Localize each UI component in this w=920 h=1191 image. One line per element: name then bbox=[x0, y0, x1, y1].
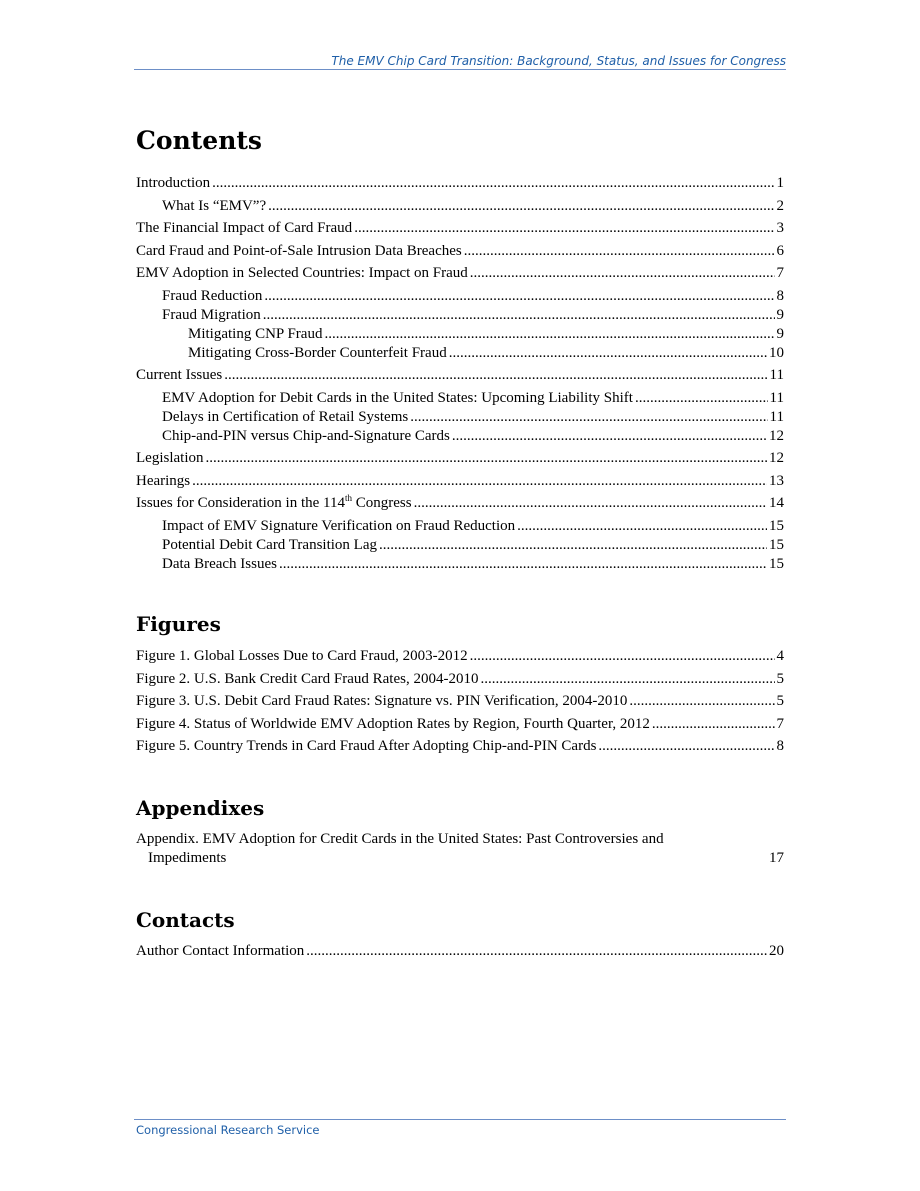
toc-entry[interactable] bbox=[136, 197, 784, 216]
toc-entry[interactable] bbox=[136, 174, 784, 193]
toc-entry[interactable] bbox=[136, 264, 784, 283]
footer-publisher: Congressional Research Service bbox=[136, 1123, 320, 1137]
toc-entry[interactable] bbox=[136, 287, 784, 306]
toc-entry-label bbox=[162, 427, 450, 446]
leader-dots bbox=[324, 325, 774, 344]
toc-entry-label-text: Legislation bbox=[136, 450, 204, 466]
leader-dots bbox=[212, 174, 774, 193]
toc-entry-label-text: Figure 5. Country Trends in Card Fraud After Adopting Chip-and-PIN Cards bbox=[136, 738, 597, 754]
figures-heading: Figures bbox=[136, 612, 221, 636]
toc-entry-page: 20 bbox=[769, 943, 784, 959]
toc-entry-label bbox=[136, 264, 468, 283]
leader-dots bbox=[517, 517, 767, 536]
toc-entry[interactable] bbox=[136, 219, 784, 238]
toc-entry-label bbox=[136, 219, 352, 238]
toc-entry-label-text: Potential Debit Card Transition Lag bbox=[162, 536, 377, 553]
toc-entry-label bbox=[136, 174, 210, 193]
toc-entry-label-text: Fraud Reduction bbox=[162, 287, 263, 304]
toc-entry-page: 7 bbox=[776, 265, 784, 281]
toc-entry-label-text: EMV Adoption in Selected Countries: Impact on Fraud bbox=[136, 265, 468, 281]
contacts-heading: Contacts bbox=[136, 908, 235, 932]
toc-entry[interactable] bbox=[136, 737, 784, 756]
toc-entry-superscript: th bbox=[345, 493, 353, 503]
toc-entry-page: 5 bbox=[776, 693, 784, 709]
toc-entry-label-text: Current Issues bbox=[136, 367, 223, 383]
toc-entry-page: 3 bbox=[776, 220, 784, 236]
toc-entry-page: 11 bbox=[769, 389, 784, 406]
toc-entry-page: 12 bbox=[769, 450, 784, 466]
leader-dots bbox=[414, 494, 767, 513]
toc-entry-label bbox=[162, 287, 262, 306]
leader-dots bbox=[410, 408, 767, 427]
leader-dots bbox=[449, 344, 767, 363]
toc-entry-label bbox=[136, 449, 204, 468]
leader-dots bbox=[263, 306, 775, 325]
toc-entry[interactable] bbox=[136, 517, 784, 536]
leader-dots bbox=[464, 242, 775, 261]
toc-entry-page: 12 bbox=[769, 427, 784, 444]
header-rule bbox=[134, 69, 786, 70]
leader-dots bbox=[635, 389, 768, 408]
toc-entry-label-text: Figure 2. U.S. Bank Credit Card Fraud Rates, 2004-2010 bbox=[136, 670, 479, 687]
toc-entry-label bbox=[136, 494, 412, 513]
toc-entry-label-text: Data Breach Issues bbox=[162, 555, 277, 572]
leader-dots bbox=[480, 670, 774, 689]
toc-entry-page: 9 bbox=[776, 306, 784, 323]
toc-entry-label-text: Mitigating CNP Fraud bbox=[188, 325, 323, 342]
toc-entry-label-text: Figure 1. Global Losses Due to Card Fraud, 2003-2012 bbox=[136, 648, 468, 664]
figures-list bbox=[136, 647, 784, 756]
leader-dots bbox=[264, 287, 774, 306]
toc-entry-page: 15 bbox=[769, 536, 784, 553]
appendix-entry-line1: Appendix. EMV Adoption for Credit Cards in the United States: Past Controversies and bbox=[136, 831, 664, 847]
appendix-entry-line2 bbox=[136, 849, 784, 868]
contents-heading: Contents bbox=[136, 126, 263, 155]
toc-entry-page: 5 bbox=[776, 670, 784, 687]
toc-entry-label-text: Delays in Certification of Retail Systems bbox=[162, 408, 409, 425]
appendixes-heading: Appendixes bbox=[136, 796, 265, 820]
leader-dots bbox=[306, 942, 767, 961]
leader-dots bbox=[652, 715, 775, 734]
leader-dots bbox=[279, 555, 767, 574]
toc-entry-page: 10 bbox=[769, 344, 784, 361]
toc-entry[interactable] bbox=[136, 555, 784, 574]
toc-entry-label bbox=[162, 555, 277, 574]
toc-entry[interactable] bbox=[136, 325, 784, 344]
toc-entry-page: 11 bbox=[769, 408, 784, 425]
toc-entry-label-text: Issues for Consideration in the 114 bbox=[136, 495, 345, 511]
leader-dots bbox=[598, 737, 774, 756]
toc-entry-label bbox=[136, 670, 478, 689]
toc-entry[interactable] bbox=[136, 427, 784, 446]
toc-entry-label-text: Mitigating Cross-Border Counterfeit Fraud bbox=[188, 344, 447, 361]
toc-entry[interactable] bbox=[136, 536, 784, 555]
toc-entry-label bbox=[136, 715, 650, 734]
toc-entry[interactable] bbox=[136, 942, 784, 961]
toc-entry-page: 8 bbox=[776, 738, 784, 754]
toc-entry-page: 4 bbox=[776, 648, 784, 664]
toc-entry-page: 7 bbox=[776, 715, 784, 732]
leader-dots bbox=[268, 197, 774, 216]
toc-entry-label bbox=[162, 517, 515, 536]
toc-entry[interactable] bbox=[136, 647, 784, 666]
toc-entry-label bbox=[136, 647, 468, 666]
toc-entry[interactable] bbox=[136, 344, 784, 363]
toc-entry-label-text: EMV Adoption for Debit Cards in the United States: Upcoming Liability Shift bbox=[162, 389, 633, 406]
leader-dots bbox=[224, 366, 767, 385]
toc-entry-label bbox=[188, 344, 447, 363]
leader-dots bbox=[452, 427, 767, 446]
toc-entry-label bbox=[162, 536, 377, 555]
toc-entry-page: 11 bbox=[769, 367, 784, 383]
toc-entry-label-text: Figure 3. U.S. Debit Card Fraud Rates: Signature vs. PIN Verification, 2004-2010 bbox=[136, 693, 628, 709]
toc-entry-label-text: Author Contact Information bbox=[136, 943, 305, 959]
toc-entry-page: 14 bbox=[769, 495, 784, 511]
toc-entry-label bbox=[162, 197, 266, 216]
leader-dots bbox=[206, 449, 768, 468]
leader-dots bbox=[470, 647, 775, 666]
contents-list bbox=[136, 174, 784, 574]
toc-entry-label-text: Chip-and-PIN versus Chip-and-Signature Cards bbox=[162, 427, 450, 444]
appendix-entry[interactable] bbox=[136, 830, 784, 868]
toc-entry[interactable] bbox=[136, 715, 784, 734]
toc-entry-label bbox=[136, 472, 190, 491]
leader-dots bbox=[192, 472, 767, 491]
toc-entry-label bbox=[136, 942, 304, 961]
toc-entry-page: 15 bbox=[769, 555, 784, 572]
toc-entry[interactable] bbox=[136, 389, 784, 408]
toc-entry-label-text: Card Fraud and Point-of-Sale Intrusion Data Breaches bbox=[136, 242, 462, 259]
toc-entry[interactable] bbox=[136, 670, 784, 689]
leader-dots bbox=[629, 692, 774, 711]
toc-entry[interactable] bbox=[136, 472, 784, 491]
toc-entry[interactable] bbox=[136, 306, 784, 325]
toc-entry-label-suffix: Congress bbox=[352, 495, 412, 511]
toc-entry-label bbox=[136, 692, 627, 711]
toc-entry[interactable] bbox=[136, 692, 784, 711]
toc-entry-label bbox=[162, 306, 261, 325]
toc-entry-label bbox=[162, 408, 408, 427]
leader-dots bbox=[354, 219, 774, 238]
running-header: The EMV Chip Card Transition: Background, Status, and Issues for Congress bbox=[331, 54, 786, 68]
toc-entry-label bbox=[136, 737, 596, 756]
toc-entry[interactable] bbox=[136, 366, 784, 385]
toc-entry-page: 9 bbox=[776, 325, 784, 342]
appendix-entry-page: 17 bbox=[769, 850, 784, 866]
toc-entry-label-text: The Financial Impact of Card Fraud bbox=[136, 220, 353, 236]
toc-entry-label-text: Hearings bbox=[136, 472, 191, 489]
toc-entry[interactable] bbox=[136, 242, 784, 261]
toc-entry-label bbox=[136, 366, 222, 385]
toc-entry-label-text: Impact of EMV Signature Verification on Fraud Reduction bbox=[162, 517, 516, 534]
toc-entry-label bbox=[162, 389, 633, 408]
toc-entry-label-text: Fraud Migration bbox=[162, 306, 261, 323]
footer-rule bbox=[134, 1119, 786, 1120]
toc-entry[interactable] bbox=[136, 408, 784, 427]
toc-entry-label bbox=[188, 325, 322, 344]
toc-entry-page: 2 bbox=[776, 197, 784, 214]
toc-entry-page: 8 bbox=[776, 287, 784, 304]
toc-entry-label-text: What Is “EMV”? bbox=[162, 197, 267, 214]
toc-entry-label bbox=[136, 242, 462, 261]
leader-dots bbox=[379, 536, 767, 555]
toc-entry-label-text: Figure 4. Status of Worldwide EMV Adoption Rates by Region, Fourth Quarter, 2012 bbox=[136, 715, 650, 732]
toc-entry-page: 1 bbox=[776, 175, 784, 191]
toc-entry[interactable] bbox=[136, 449, 784, 468]
toc-entry-page: 6 bbox=[776, 242, 784, 259]
toc-entry-page: 13 bbox=[769, 472, 784, 489]
appendix-entry-line2-label: Impediments bbox=[148, 850, 227, 866]
leader-dots bbox=[470, 264, 775, 283]
toc-entry-label-text: Introduction bbox=[136, 175, 211, 191]
contacts-list bbox=[136, 942, 784, 961]
toc-entry[interactable] bbox=[136, 494, 784, 513]
toc-entry-page: 15 bbox=[769, 517, 784, 534]
